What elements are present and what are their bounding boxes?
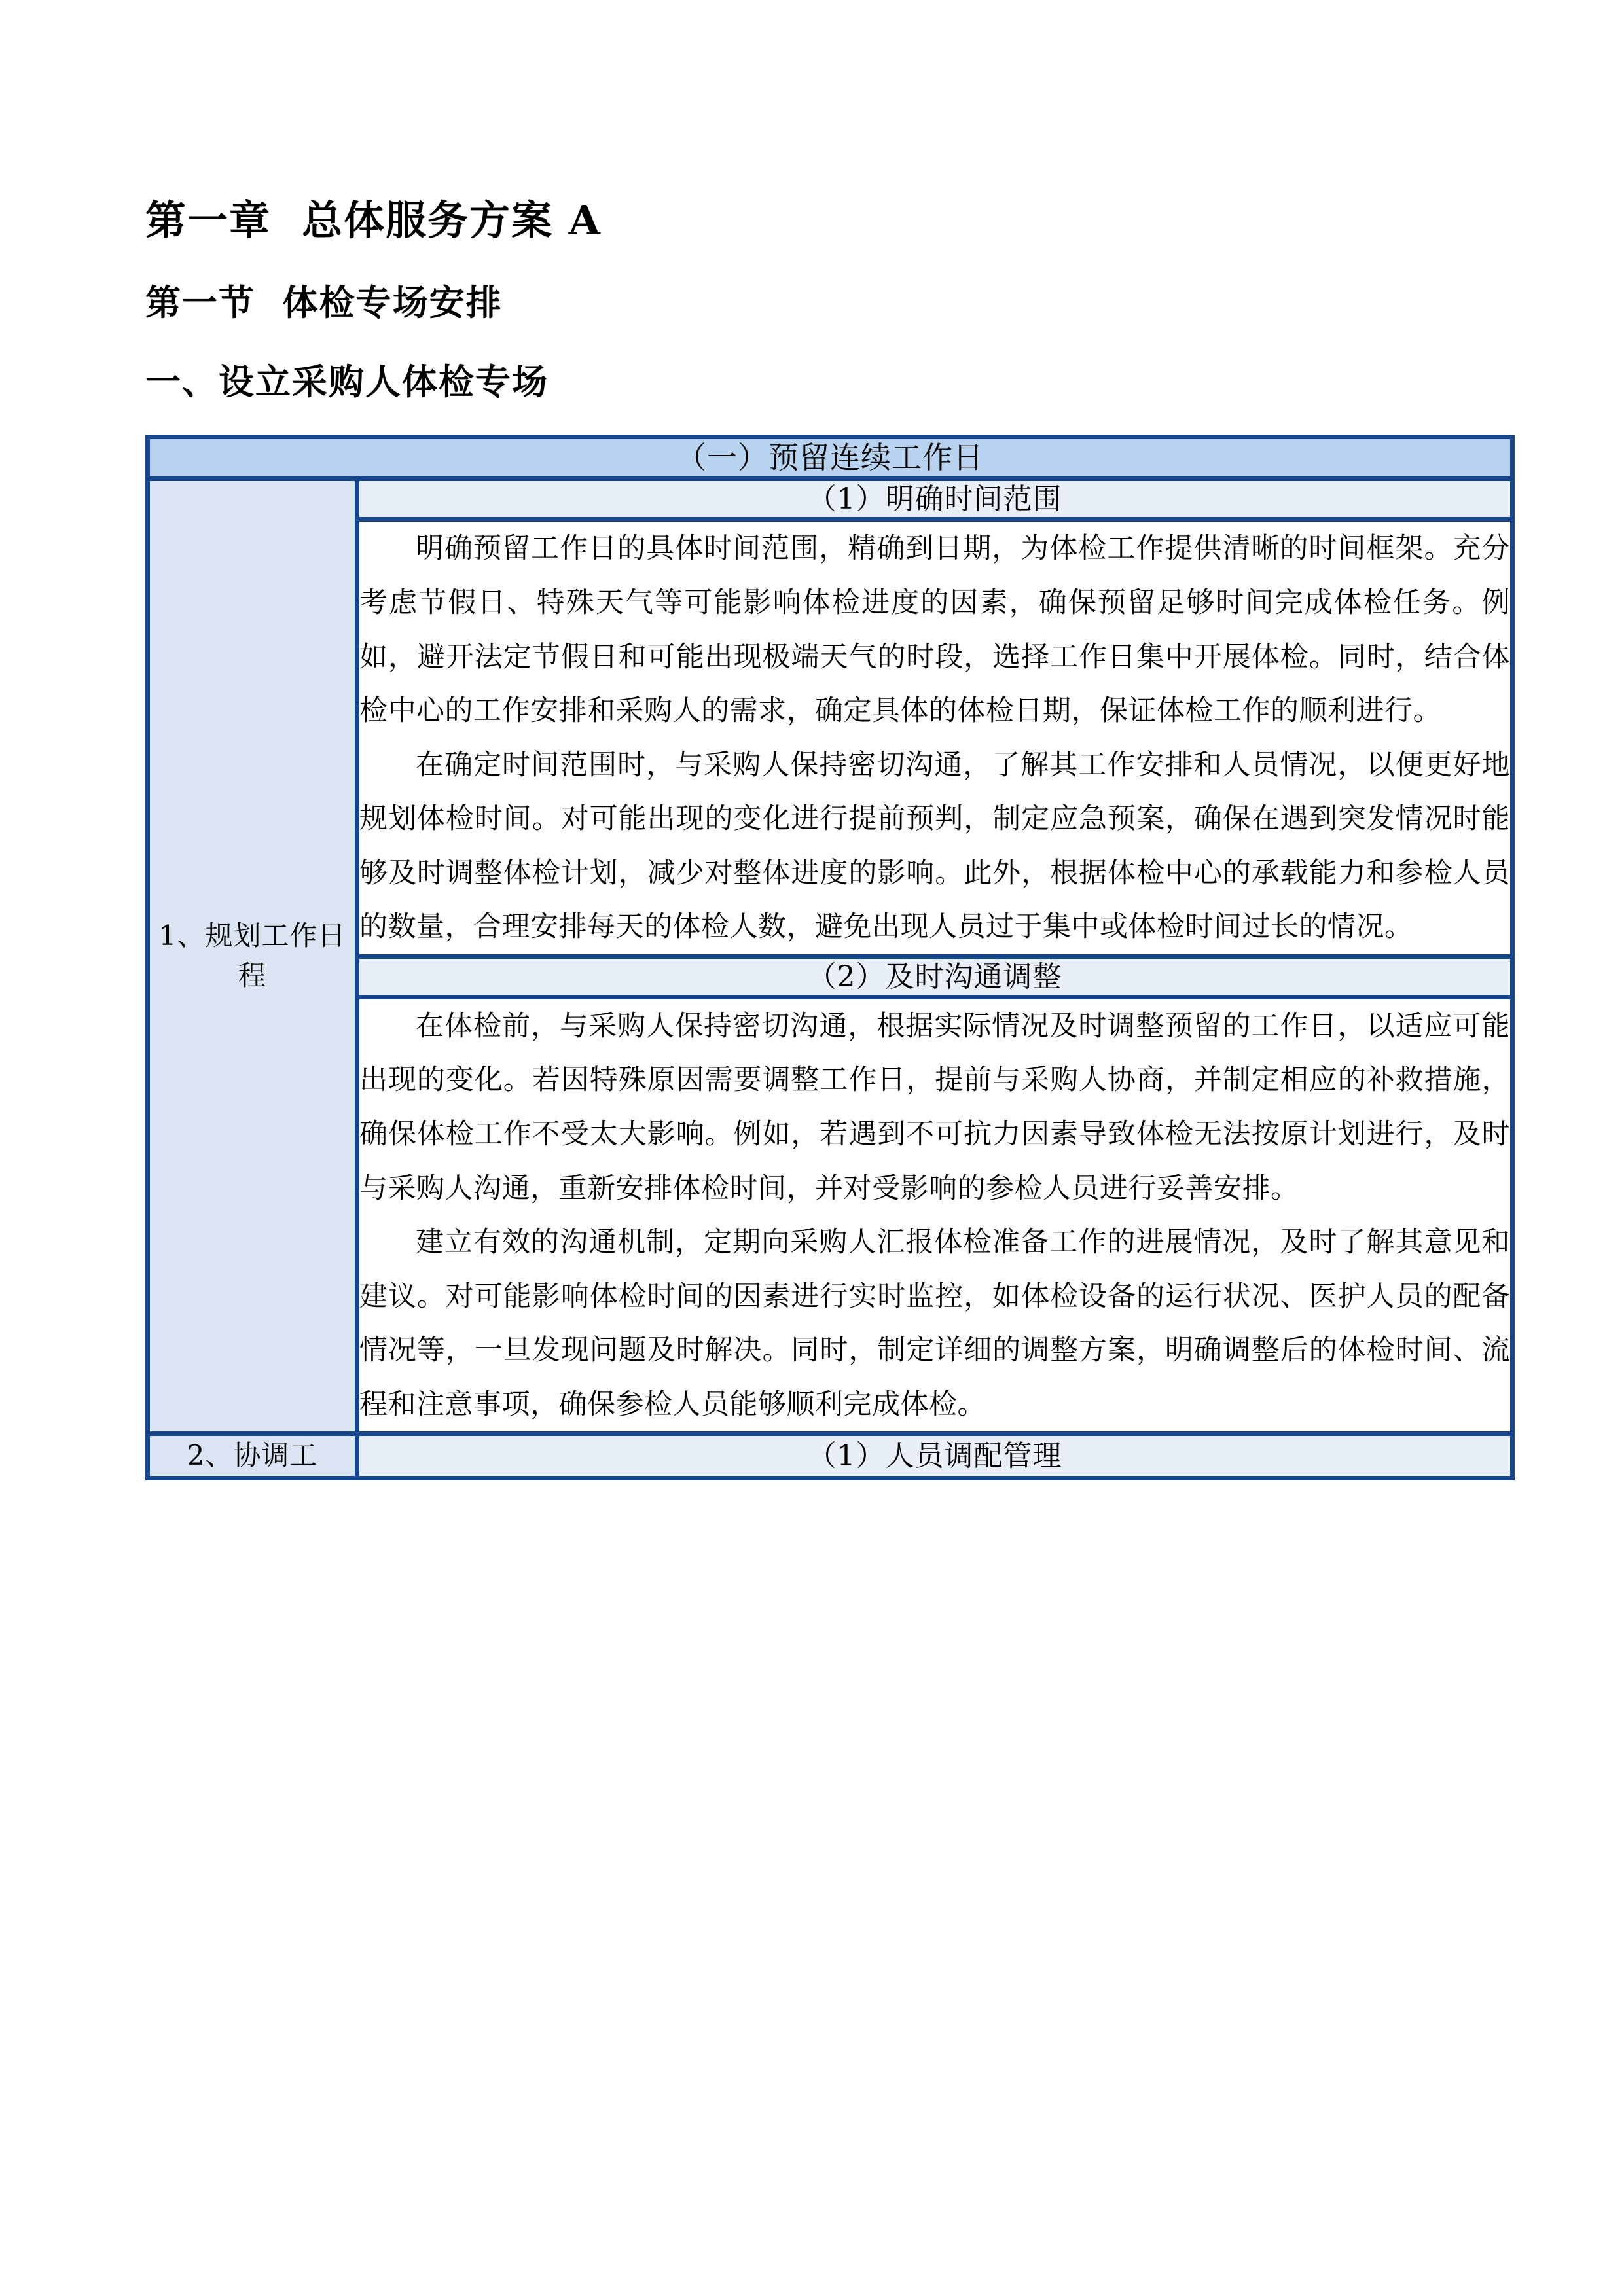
prose-cell-time-range xyxy=(357,520,1513,956)
subheading-timely-communication: （2）及时沟通调整 xyxy=(357,956,1513,997)
paragraph: 建立有效的沟通机制，定期向采购人汇报体检准备工作的进展情况，及时了解其意见和建议。对可能影响体检时间的因素进行实时监控，如体检设备的运行状况、医护人员的配备情况等，一旦发现问题及时解决。同时，制定详细的调整方案，明确调整后的体检时间、流程和注意事项，确保参检人员能够顺利完成体检。 xyxy=(359,1226,1510,1421)
chapter-heading: 第一章 总体服务方案 A xyxy=(145,196,602,244)
subsection-heading: 一、设立采购人体检专场 xyxy=(145,361,549,403)
row-label-coordination: 2、协调工 xyxy=(148,1434,357,1479)
table-row xyxy=(148,437,1513,479)
subheading-time-range: （1）明确时间范围 xyxy=(357,479,1513,520)
paragraph: 在确定时间范围时，与采购人保持密切沟通，了解其工作安排和人员情况，以便更好地规划体检时间。对可能出现的变化进行提前预判，制定应急预案，确保在遇到突发情况时能够及时调整体检计划，减少对整体进度的影响。此外，根据体检中心的承载能力和参检人员的数量，合理安排每天的体检人数，避免出现人员过于集中或体检时间过长的情况。 xyxy=(359,748,1510,944)
prose-cell-timely-communication xyxy=(357,997,1513,1433)
table-row xyxy=(148,479,1513,520)
section-heading: 第一节 体检专场安排 xyxy=(145,281,503,324)
service-plan-table xyxy=(145,435,1515,1480)
table-row xyxy=(148,1434,1513,1479)
paragraph: 明确预留工作日的具体时间范围，精确到日期，为体检工作提供清晰的时间框架。充分考虑节假日、特殊天气等可能影响体检进度的因素，确保预留足够时间完成体检任务。例如，避开法定节假日和可能出现极端天气的时段，选择工作日集中开展体检。同时，结合体检中心的工作安排和采购人的需求，确定具体的体检日期，保证体检工作的顺利进行。 xyxy=(359,532,1510,728)
subheading-staff-allocation: （1）人员调配管理 xyxy=(357,1434,1513,1479)
table-banner-cell: （一）预留连续工作日 xyxy=(148,437,1513,479)
row-label-planning: 1、规划工作日程 xyxy=(148,479,357,1434)
paragraph: 在体检前，与采购人保持密切沟通，根据实际情况及时调整预留的工作日，以适应可能出现的变化。若因特殊原因需要调整工作日，提前与采购人协商，并制定相应的补救措施，确保体检工作不受太大影响。例如，若遇到不可抗力因素导致体检无法按原计划进行，及时与采购人沟通，重新安排体检时间，并对受影响的参检人员进行妥善安排。 xyxy=(359,1009,1510,1205)
